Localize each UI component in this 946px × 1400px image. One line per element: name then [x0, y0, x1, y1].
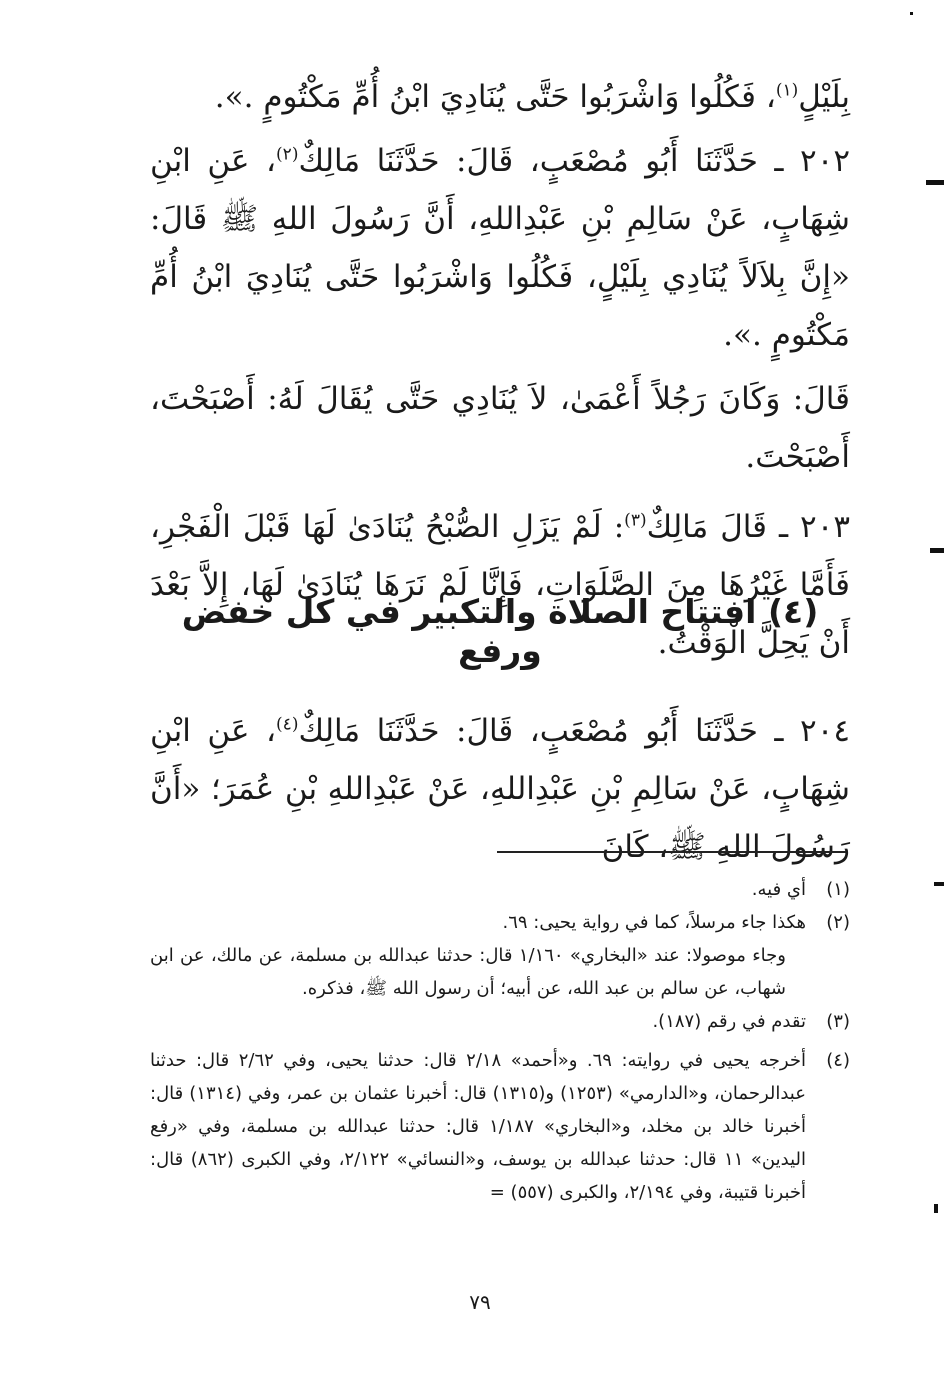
footnote-ref-2: (٢): [276, 144, 299, 165]
hadith-202: ٢٠٢ ـ حَدَّثَنَا أَبُو مُصْعَبٍ، قَالَ: حَدَّثَنَا مَالِكٌ$^{(٢)}$، عَنِ ابْنِ شِهَابٍ، عَنْ سَالِمِ بْنِ عَبْدِاللهِ، أَنَّ رَسُولَ اللهِ ﷺ قَالَ: «إِنَّ بِلاَلاً يُنَادِي بِلَيْلٍ، فَكُلُوا وَاشْرَبُوا حَتَّى يُنَادِيَ ابْنُ أُمِّ مَكْتُومٍ .».: [150, 143, 850, 353]
main-text-top: [150, 68, 850, 672]
hadith-204: ٢٠٤ ـ حَدَّثَنَا أَبُو مُصْعَبٍ، قَالَ: حَدَّثَنَا مَالِكٌ$^{(٤)}$، عَنِ ابْنِ شِهَابٍ، عَنْ سَالِمِ بْنِ عَبْدِاللهِ، عَنْ عَبْدِاللهِ بْنِ عُمَرَ؛ «أَنَّ رَسُولَ اللهِ ﷺ، كَانَ: [150, 713, 850, 865]
section-heading: (٤) افتتاح الصلاة والتكبير في كل خفض ورفع: [181, 592, 819, 670]
scan-mark: [934, 1204, 938, 1213]
paragraph-continuation: بِلَيْلٍ$^{(١)}$، فَكُلُوا وَاشْرَبُوا حَتَّى يُنَادِيَ ابْنُ أُمِّ مَكْتُومٍ .».: [214, 79, 850, 115]
footnote-1: (١) أي فيه.: [751, 879, 850, 900]
hadith-202-comment: قَالَ: وَكَانَ رَجُلاً أَعْمَىٰ، لاَ يُنَادِي حَتَّى يُقَالَ لَهُ: أَصْبَحْتَ، أَصْبَحْتَ.: [150, 381, 850, 475]
footnote-2-continuation: وجاء موصولا: عند «البخاري» ١/١٦٠ قال: حدثنا عبدالله بن مسلمة، عن مالك، عن ابن شهاب، عن سالم بن عبد الله، عن أبيه؛ أن رسول الله ﷺ، فذكره.: [150, 945, 786, 999]
scan-mark: [910, 12, 913, 15]
hadith-203: ٢٠٣ ـ قَالَ مَالِكٌ$^{(٣)}$: لَمْ يَزَلِ الصُّبْحُ يُنَادَىٰ لَهَا قَبْلَ الْفَجْرِ، فَأَمَّا غَيْرُهَا مِنَ الصَّلَوَاتِ، فَإِنَّا لَمْ نَرَهَا يُنَادَىٰ لَهَا، إِلاَّ بَعْدَ أَنْ يَحِلَّ الْوَقْتُ.: [150, 509, 850, 661]
footnote-3: (٣) تقدم في رقم (١٨٧).: [652, 1011, 850, 1032]
page-number: ٧٩: [469, 1290, 491, 1314]
footnote-ref-4: (٤): [276, 714, 299, 735]
footnotes: [150, 873, 850, 1209]
scan-mark: [926, 180, 944, 185]
footnote-separator: [497, 851, 846, 853]
footnote-4: (٤) أخرجه يحيى في روايته: ٦٩. و«أحمد» ٢/١٨ قال: حدثنا يحيى، وفي ٢/٦٢ قال: حدثنا عبدالرحمان، و«الدارمي» (١٢٥٣) و(١٣١٥) قال: أخبرنا عثمان بن عمر، وفي (١٣١٤) قال: أخبرنا خالد بن مخلد، و«البخاري» ١/١٨٧ قال: حدثنا عبدالله بن مسلمة، وفي «رفع اليدين» ١١ قال: حدثنا عبدالله بن يوسف، و«النسائي» ٢/١٢٢، وفي الكبرى (٨٦٢) قال: أخبرنا قتيبة، وفي ٢/١٩٤، والكبرى (٥٥٧) =: [150, 1050, 850, 1203]
scan-mark: [934, 882, 944, 886]
footnote-ref-3: (٣): [624, 510, 647, 531]
footnote-ref-1: (١): [775, 80, 799, 101]
main-text-bottom: [150, 702, 850, 876]
footnote-2: (٢) هكذا جاء مرسلاً، كما في رواية يحيى: ٦٩.: [502, 912, 850, 933]
scan-mark: [930, 548, 944, 553]
